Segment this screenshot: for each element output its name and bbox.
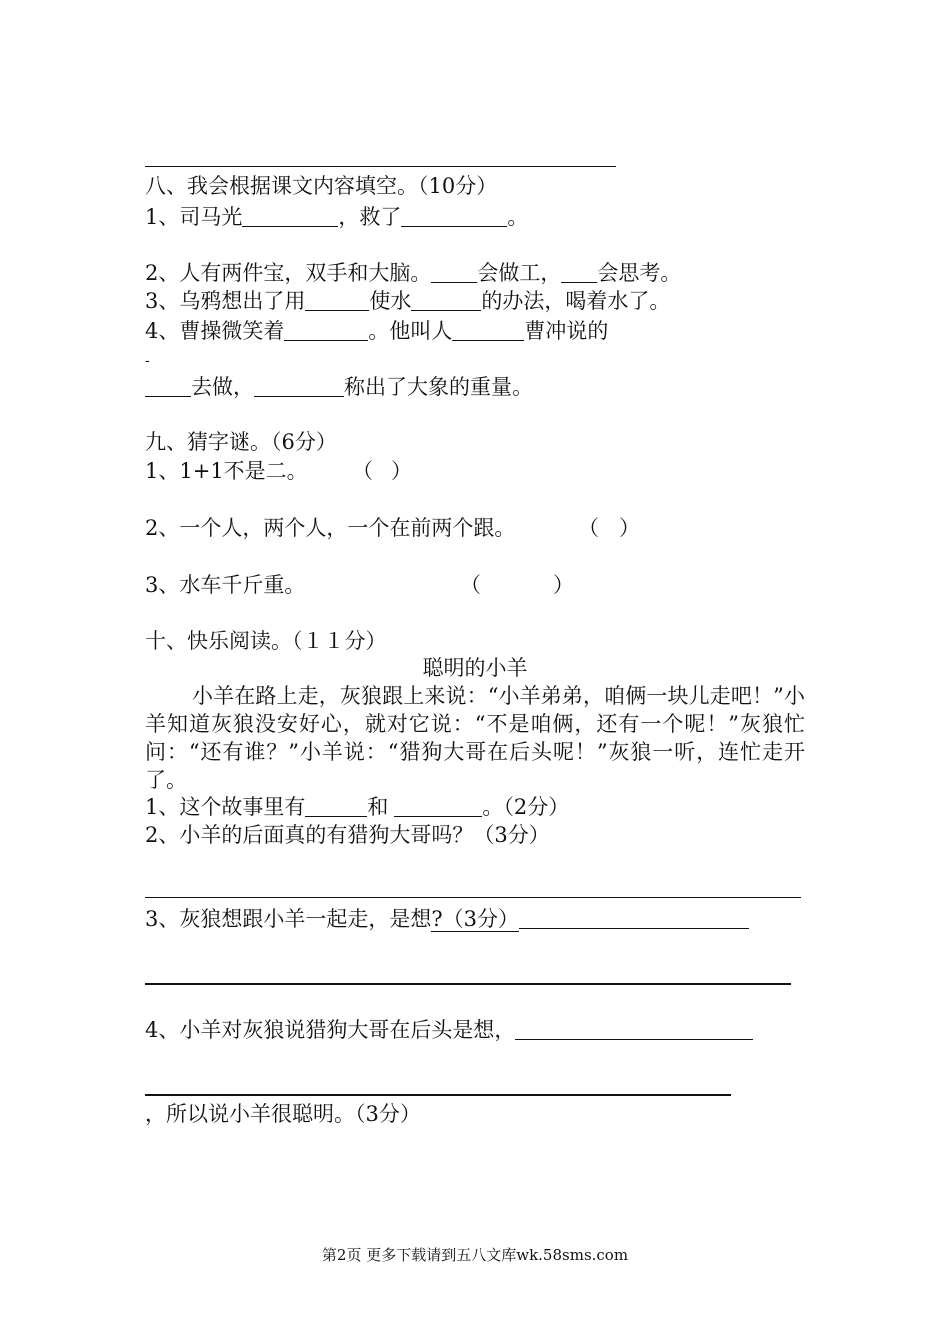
q4-text-a: 4、小羊对灰狼说猎狗大哥在后头是想， (145, 1018, 516, 1042)
section-9-heading: 九、猜字谜。（6分） (145, 430, 337, 454)
sec8-question-4 (145, 317, 608, 345)
riddle-2-text: 2、一个人，两个人，一个在前两个跟。 (145, 516, 516, 540)
q2-text-a: 2、人有两件宝，双手和大脑。 (145, 261, 432, 285)
fill-blank[interactable] (394, 796, 482, 817)
q4-text-e: 去做， (191, 375, 254, 399)
q3-text-c: 的办法，喝着水了。 (481, 289, 671, 313)
riddle-3-text: 3、水车千斤重。 (145, 573, 306, 597)
sec8-question-4-cont (145, 373, 533, 401)
q1-text-b: ，救了 (338, 205, 402, 229)
q4-text-f: 称出了大象的重量。 (344, 375, 533, 399)
q4-text-a: 4、曹操微笑着 (145, 319, 285, 343)
q3-text-a: 3、灰狼想跟小羊一起走，是想 (145, 907, 432, 931)
riddle-2-answer[interactable] (578, 514, 640, 542)
fill-blank[interactable] (145, 376, 191, 397)
answer-line[interactable] (145, 1094, 731, 1096)
q1-text-c: 。 (507, 205, 529, 229)
paren-close: ） (391, 459, 412, 483)
q2-text-c: 会思考。 (597, 261, 682, 285)
q1-text-a: 1、司马光 (145, 205, 243, 229)
sec10-question-3 (145, 905, 749, 933)
riddle-3-answer[interactable] (460, 571, 574, 599)
answer-line[interactable] (145, 983, 791, 985)
page-footer: 第2页 更多下载请到五八文库wk.58sms.com (321, 1246, 629, 1264)
fill-blank[interactable] (431, 262, 477, 283)
paren-close: ） (553, 573, 574, 597)
reading-passage: 小羊在路上走，灰狼跟上来说：“小羊弟弟，咱俩一块儿走吧！”小羊知道灰狼没安好心，就对它说：“不是咱俩，还有一个呢！”灰狼忙问：“还有谁？”小羊说：“猎狗大哥在后头呢！”灰狼一听，连忙走开了。 (145, 684, 805, 792)
answer-line-top (145, 166, 616, 167)
fill-blank[interactable] (284, 320, 368, 341)
sec10-question-4-cont: ，所以说小羊很聪明。（3分） (145, 1102, 421, 1126)
riddle-1 (145, 457, 308, 485)
q3-text-b: 使水 (369, 289, 412, 313)
sec8-question-1 (145, 203, 528, 231)
section-10-heading: 十、快乐阅读。（１１分） (145, 629, 387, 653)
sec8-question-2 (145, 259, 681, 287)
q4-text-b: 。他叫人 (368, 319, 453, 343)
riddle-3 (145, 571, 305, 599)
fill-blank[interactable] (561, 262, 597, 283)
fill-blank[interactable] (519, 908, 749, 929)
q3-text-b: ?（3分） (431, 907, 519, 931)
fill-blank[interactable] (411, 290, 481, 311)
stray-mark: - (145, 353, 150, 369)
sec8-question-3 (145, 287, 670, 315)
passage-title: 聪明的小羊 (422, 656, 528, 680)
sec10-question-4 (145, 1016, 753, 1044)
fill-blank[interactable] (305, 796, 367, 817)
q4-text-c: 曹冲说的 (524, 319, 609, 343)
fill-blank[interactable] (452, 320, 524, 341)
riddle-1-answer[interactable] (352, 457, 412, 485)
paren-open: （ (460, 573, 481, 597)
q1-text-a: 1、这个故事里有 (145, 795, 306, 819)
q1-text-b: 和 (367, 795, 389, 819)
paren-open: （ (578, 516, 599, 540)
fill-blank[interactable] (242, 206, 338, 227)
fill-blank[interactable] (515, 1019, 753, 1040)
q2-text-b: 会做工， (477, 261, 562, 285)
riddle-1-text: 1、1+1不是二。 (145, 459, 308, 483)
riddle-2 (145, 514, 515, 542)
section-8-heading: 八、我会根据课文内容填空。（10分） (145, 174, 498, 198)
sec10-question-2: 2、小羊的后面真的有猎狗大哥吗？（3分） (145, 823, 550, 847)
q1-text-c: 。（2分） (482, 795, 570, 819)
fill-blank[interactable] (305, 290, 369, 311)
sec10-question-1 (145, 793, 569, 821)
fill-blank[interactable] (254, 376, 344, 397)
paren-open: （ (352, 459, 373, 483)
paren-close: ） (619, 516, 640, 540)
fill-blank[interactable] (401, 206, 507, 227)
q3-text-a: 3、乌鸦想出了用 (145, 289, 306, 313)
answer-line[interactable] (145, 897, 801, 898)
